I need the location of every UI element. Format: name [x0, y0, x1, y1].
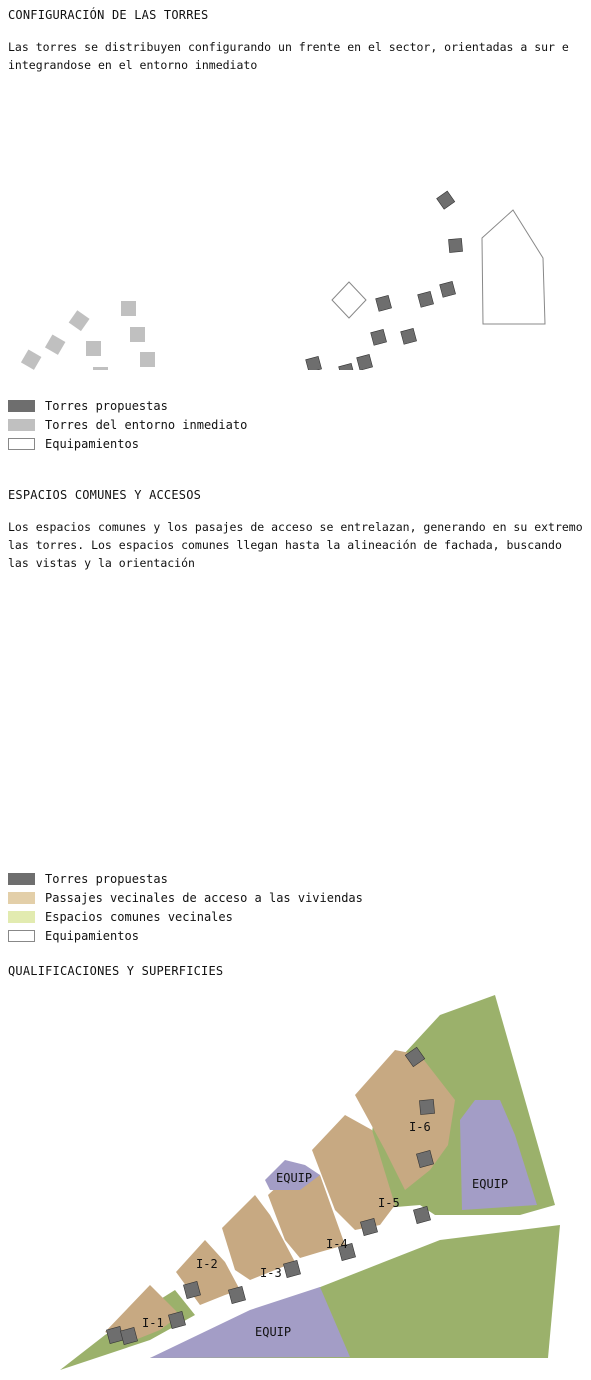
legend-label: Passajes vecinales de acceso a las viviendas	[45, 890, 363, 905]
legend-swatch-proposed-towers	[8, 400, 35, 412]
equipment-outline-right	[482, 210, 545, 324]
label-i6: I-6	[409, 1120, 431, 1134]
equipment-outline-small	[332, 282, 366, 318]
section-1-description: Las torres se distribuyen configurando un frente en el sector, orientadas a sur e integrandose en el entorno inmediato	[8, 40, 569, 72]
tower-configuration-map	[0, 90, 591, 370]
legend-item-common-spaces	[8, 907, 363, 926]
legend-item-surrounding-towers	[8, 415, 247, 434]
label-i2: I-2	[196, 1257, 218, 1271]
section-1-legend	[8, 396, 247, 453]
legend-swatch-equipment	[8, 438, 35, 450]
section-1-title: CONFIGURACIÓN DE LAS TORRES	[8, 8, 209, 22]
legend-item-equipment	[8, 434, 247, 453]
legend-item-proposed-towers	[8, 396, 247, 415]
label-i1: I-1	[142, 1316, 164, 1330]
legend-swatch-proposed-towers	[8, 873, 35, 885]
legend-label: Torres propuestas	[45, 871, 168, 886]
legend-item-proposed-towers	[8, 869, 363, 888]
legend-item-passages	[8, 888, 363, 907]
section-2-title: ESPACIOS COMUNES Y ACCESOS	[8, 488, 202, 502]
legend-label: Equipamientos	[45, 928, 139, 943]
surrounding-towers	[21, 301, 204, 370]
legend-label: Torres del entorno inmediato	[45, 417, 248, 432]
section-3-title: QUALIFICACIONES Y SUPERFICIES	[8, 964, 224, 978]
label-i4: I-4	[326, 1237, 348, 1251]
legend-label: Espacios comunes vecinales	[45, 909, 233, 924]
proposed-towers	[206, 191, 463, 370]
legend-label: Torres propuestas	[45, 398, 168, 413]
section-2-description: Los espacios comunes y los pasajes de acceso se entrelazan, generando en su extremo las torres. Los espacios comunes llegan hasta la alineación de fachada, buscando las vistas y la orientación	[8, 520, 583, 570]
legend-label: Equipamientos	[45, 436, 139, 451]
legend-swatch-surrounding-towers	[8, 419, 35, 431]
section-2-legend	[8, 869, 363, 945]
zoning-map	[0, 990, 591, 1380]
label-equip-top: EQUIP	[276, 1171, 313, 1185]
legend-swatch-common-spaces	[8, 911, 35, 923]
label-i3: I-3	[260, 1266, 282, 1280]
label-equip-bottom: EQUIP	[255, 1325, 292, 1339]
legend-item-equipment	[8, 926, 363, 945]
common-spaces-map	[0, 570, 591, 850]
label-i5: I-5	[378, 1196, 400, 1210]
legend-swatch-passages	[8, 892, 35, 904]
label-equip-right: EQUIP	[472, 1177, 509, 1191]
legend-swatch-equipment	[8, 930, 35, 942]
